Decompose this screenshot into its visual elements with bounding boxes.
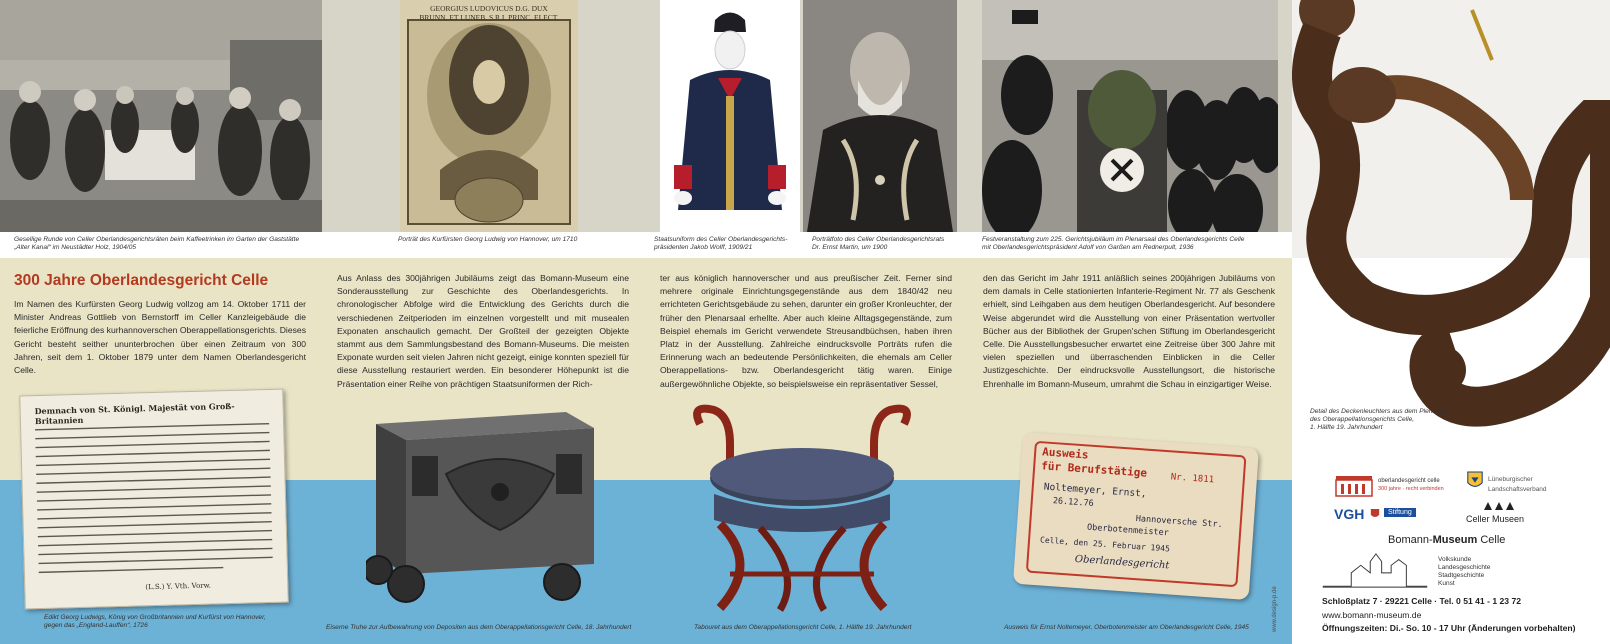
- text-column-1: Im Namen des Kurfürsten Georg Ludwig vollzog am 14. Oktober 1711 der Minister Andreas Gottlieb von Bernstorff im Celler Kanzleigebäude die feierliche Eröffnung des kurhannoverschen Oberappellationsgerichts. Dieses Gericht besteht seither ununterbrochen über einen Zeitraum von 300 Jahren, seit dem 1. Oktober 1879 unter dem Namen Oberlandesgericht Celle.: [14, 299, 306, 376]
- museum-name-prefix: Bomann-: [1388, 534, 1433, 546]
- stiftung-logo-text: Stiftung: [1384, 508, 1416, 517]
- logo-vgh-stiftung: [1334, 506, 1434, 526]
- caption-photo2: Porträt des Kurfürsten Georg Ludwig von Hannover, um 1710: [398, 236, 578, 243]
- photo-id-card: [1013, 432, 1259, 600]
- card-issued: Celle, den 25. Februar 1945: [1039, 535, 1171, 554]
- museum-website[interactable]: www.bomann-museum.de: [1322, 610, 1422, 620]
- museum-address: Schloßplatz 7 · 29221 Celle · Tel. 0 51 41 - 1 23 72: [1322, 596, 1522, 606]
- caption-chandelier: Detail des Deckenleuchters aus dem Plenarsaal des Oberappellationsgerichts Celle, 1. Hälfte 19. Jahrhundert: [1310, 408, 1451, 431]
- photo-garden-group: [0, 0, 322, 232]
- logo-landschaftsverband: [1466, 470, 1576, 504]
- logo-celler-museen: [1462, 502, 1542, 526]
- lsv-logo-line1: Lüneburgischer: [1488, 476, 1533, 483]
- text-column-2: Aus Anlass des 300jährigen Jubiläums zeigt das Bomann-Museum eine Sonderausstellung zur Geschichte des Oberlandesgerichts. In chronologischer Abfolge wird die Entwicklung des Gerichts durch die verschiedenen Zeitperioden im einzelnen vorgestellt und mit musealen Exponaten anschaulich gemacht. Der Großteil der gezeigten Objekte stammt aus dem Sammlungsbestand des Bomann-Museums. Die meisten Exponate wurden seit vielen Jahren nicht gezeigt, einige konnten speziell für diese Ausstellung restauriert werden. Ein besonderer Höhepunkt ist die Präsentation einer Reihe von prächtigen Staatsuniformen der Rich-: [337, 273, 629, 389]
- vgh-logo-text: VGH: [1334, 506, 1365, 522]
- photo-iron-chest: [366, 404, 602, 604]
- edict-title: Demnach von St. Königl. Majestät von Groß-Britannien: [34, 400, 235, 427]
- card-street: Hannoversche Str.: [1135, 514, 1223, 531]
- card-number: Nr. 1811: [1170, 472, 1215, 486]
- museum-subjects: Volkskunde Landesgeschichte Stadtgeschichte Kunst: [1438, 556, 1491, 587]
- card-subtitle: für Berufstätige: [1040, 459, 1148, 480]
- edict-footer: (L.S.) Y. Vth. Vorw.: [145, 581, 212, 592]
- photo-ceremony-1936: [982, 0, 1278, 232]
- caption-photo5: Festveranstaltung zum 225. Gerichtsjubiläum im Plenarsaal des Oberlandesgerichts Celle mit Oberlandesgerichtspräsident Adolf von Garßen am Rednerpult, 1936: [982, 236, 1245, 251]
- olg-logo-line1: oberlandesgericht celle: [1378, 478, 1440, 484]
- photo-ernst-martin: [803, 0, 957, 232]
- text-column-4: den das Gericht im Jahr 1911 anläßlich seines 200jährigen Jubiläums von dem damals in Celle stationierten Infanterie-Regiment Nr. 77 als Geschenk erhielt, sind Leihgaben aus dem heutigen Oberlandesgericht. Auf besondere Weise abgerundet wird die Ausstellung von einer Präsentation wertvoller Bücher aus der Bibliothek der Grupen'schen Stiftung im Oberlandesgericht Celle. Die Ausstellungsbesucher erwartet eine Zeitreise über 300 Jahre mit vielen speziellen und überraschenden Einblicken in die Celler Justizgeschichte. Der eindrucksvolle Ausstellungsort, die historische Ehrenhalle im Bomann-Museum, umrahmt die Schau in einzigartiger Weise.: [983, 273, 1275, 389]
- photo-chandelier-detail: [1292, 0, 1610, 466]
- museum-opening-hours: Öffnungszeiten: Di.- So. 10 - 17 Uhr (Änderungen vorbehalten): [1322, 623, 1576, 633]
- logo-oberlandesgericht: [1334, 474, 1454, 500]
- design-credit: www.design-p.de: [1272, 586, 1278, 632]
- caption-card: Ausweis für Ernst Noltemeyer, Oberbotenmeister am Oberlandesgericht Celle, 1945: [1004, 624, 1249, 631]
- caption-chest: Eiserne Truhe zur Aufbewahrung von Depositen aus dem Oberappellationsgericht Celle, 18. Jahrhundert: [326, 624, 632, 631]
- card-date: 26.12.76: [1052, 496, 1095, 510]
- photo-state-uniform: [660, 0, 800, 232]
- olg-logo-line2: 300 jahre · recht verbinden: [1378, 486, 1444, 492]
- caption-photo4: Porträtfoto des Celler Oberlandesgerichtsrats Dr. Ernst Martin, um 1900: [812, 236, 945, 251]
- lsv-logo-line2: Landschaftsverband: [1488, 486, 1547, 493]
- card-title: Ausweis: [1041, 445, 1089, 462]
- card-name: Noltemeyer, Ernst,: [1043, 481, 1147, 500]
- museum-name-suffix: Celle: [1477, 534, 1506, 546]
- caption-photo3: Staatsuniform des Celler Oberlandesgerichts- präsidenten Jakob Wolff, 1909/21: [654, 236, 788, 251]
- caption-photo1: Gesellige Runde von Celler Oberlandesgerichtsräten beim Kaffeetrinken im Garten der Gaststätte „Alter Kanal“ im Neustädter Holz, 1904/05: [14, 236, 300, 251]
- celler-museen-text: Celler Museen: [1466, 514, 1525, 524]
- text-column-3: ter aus königlich hannoverscher und aus preußischer Zeit. Ferner sind mehrere originale Einrichtungsgegenstände aus dem 1840/42 neu errichteten Gerichtsgebäude zu sehen, darunter ein großer Kronleuchter, der früher den Plenarsaal erhellte. Aber auch kleine Alltagsgegenstände, zum Beispiel ehemals im Gericht verwendete Streusandbüchsen, haben ihren Platz in der Ausstellung. Zahlreiche eindrucksvolle Porträts rufen die Erinnerung wach an bedeutende Persönlichkeiten, die ehemals am Celler Oberappellations- bzw. Oberlandesgericht tätig waren. Einige außergewöhnliche Objekte, so beispielsweise ein repräsentativer Sessel,: [660, 273, 952, 389]
- caption-stool: Tabouret aus dem Oberappellationsgericht Celle, 1. Hälfte 19. Jahrhundert: [694, 624, 912, 631]
- photo-portrait-georg-ludwig: [400, 0, 578, 232]
- caption-edict: Edikt Georg Ludwigs, König von Großbritannien und Kurfürst von Hannover, gegen das „England-Lauffen“, 1726: [44, 614, 266, 629]
- portrait-inscription: GEORGIUS LUDOVICUS D.G. DUX BRUNN. ET LUNEB. S.R.I. PRINC. ELECT.: [419, 4, 559, 22]
- photo-tabouret-stool: [690, 404, 914, 616]
- museum-name-bold: Museum: [1432, 534, 1478, 546]
- card-role: Oberbotenmeister: [1086, 522, 1170, 539]
- museum-name: [1388, 534, 1505, 546]
- card-stamp: Oberlandesgericht: [1074, 553, 1170, 572]
- photo-edict-document: [19, 389, 289, 610]
- castle-silhouette: [1320, 552, 1430, 590]
- page-title: 300 Jahre Oberlandesgericht Celle: [14, 272, 269, 289]
